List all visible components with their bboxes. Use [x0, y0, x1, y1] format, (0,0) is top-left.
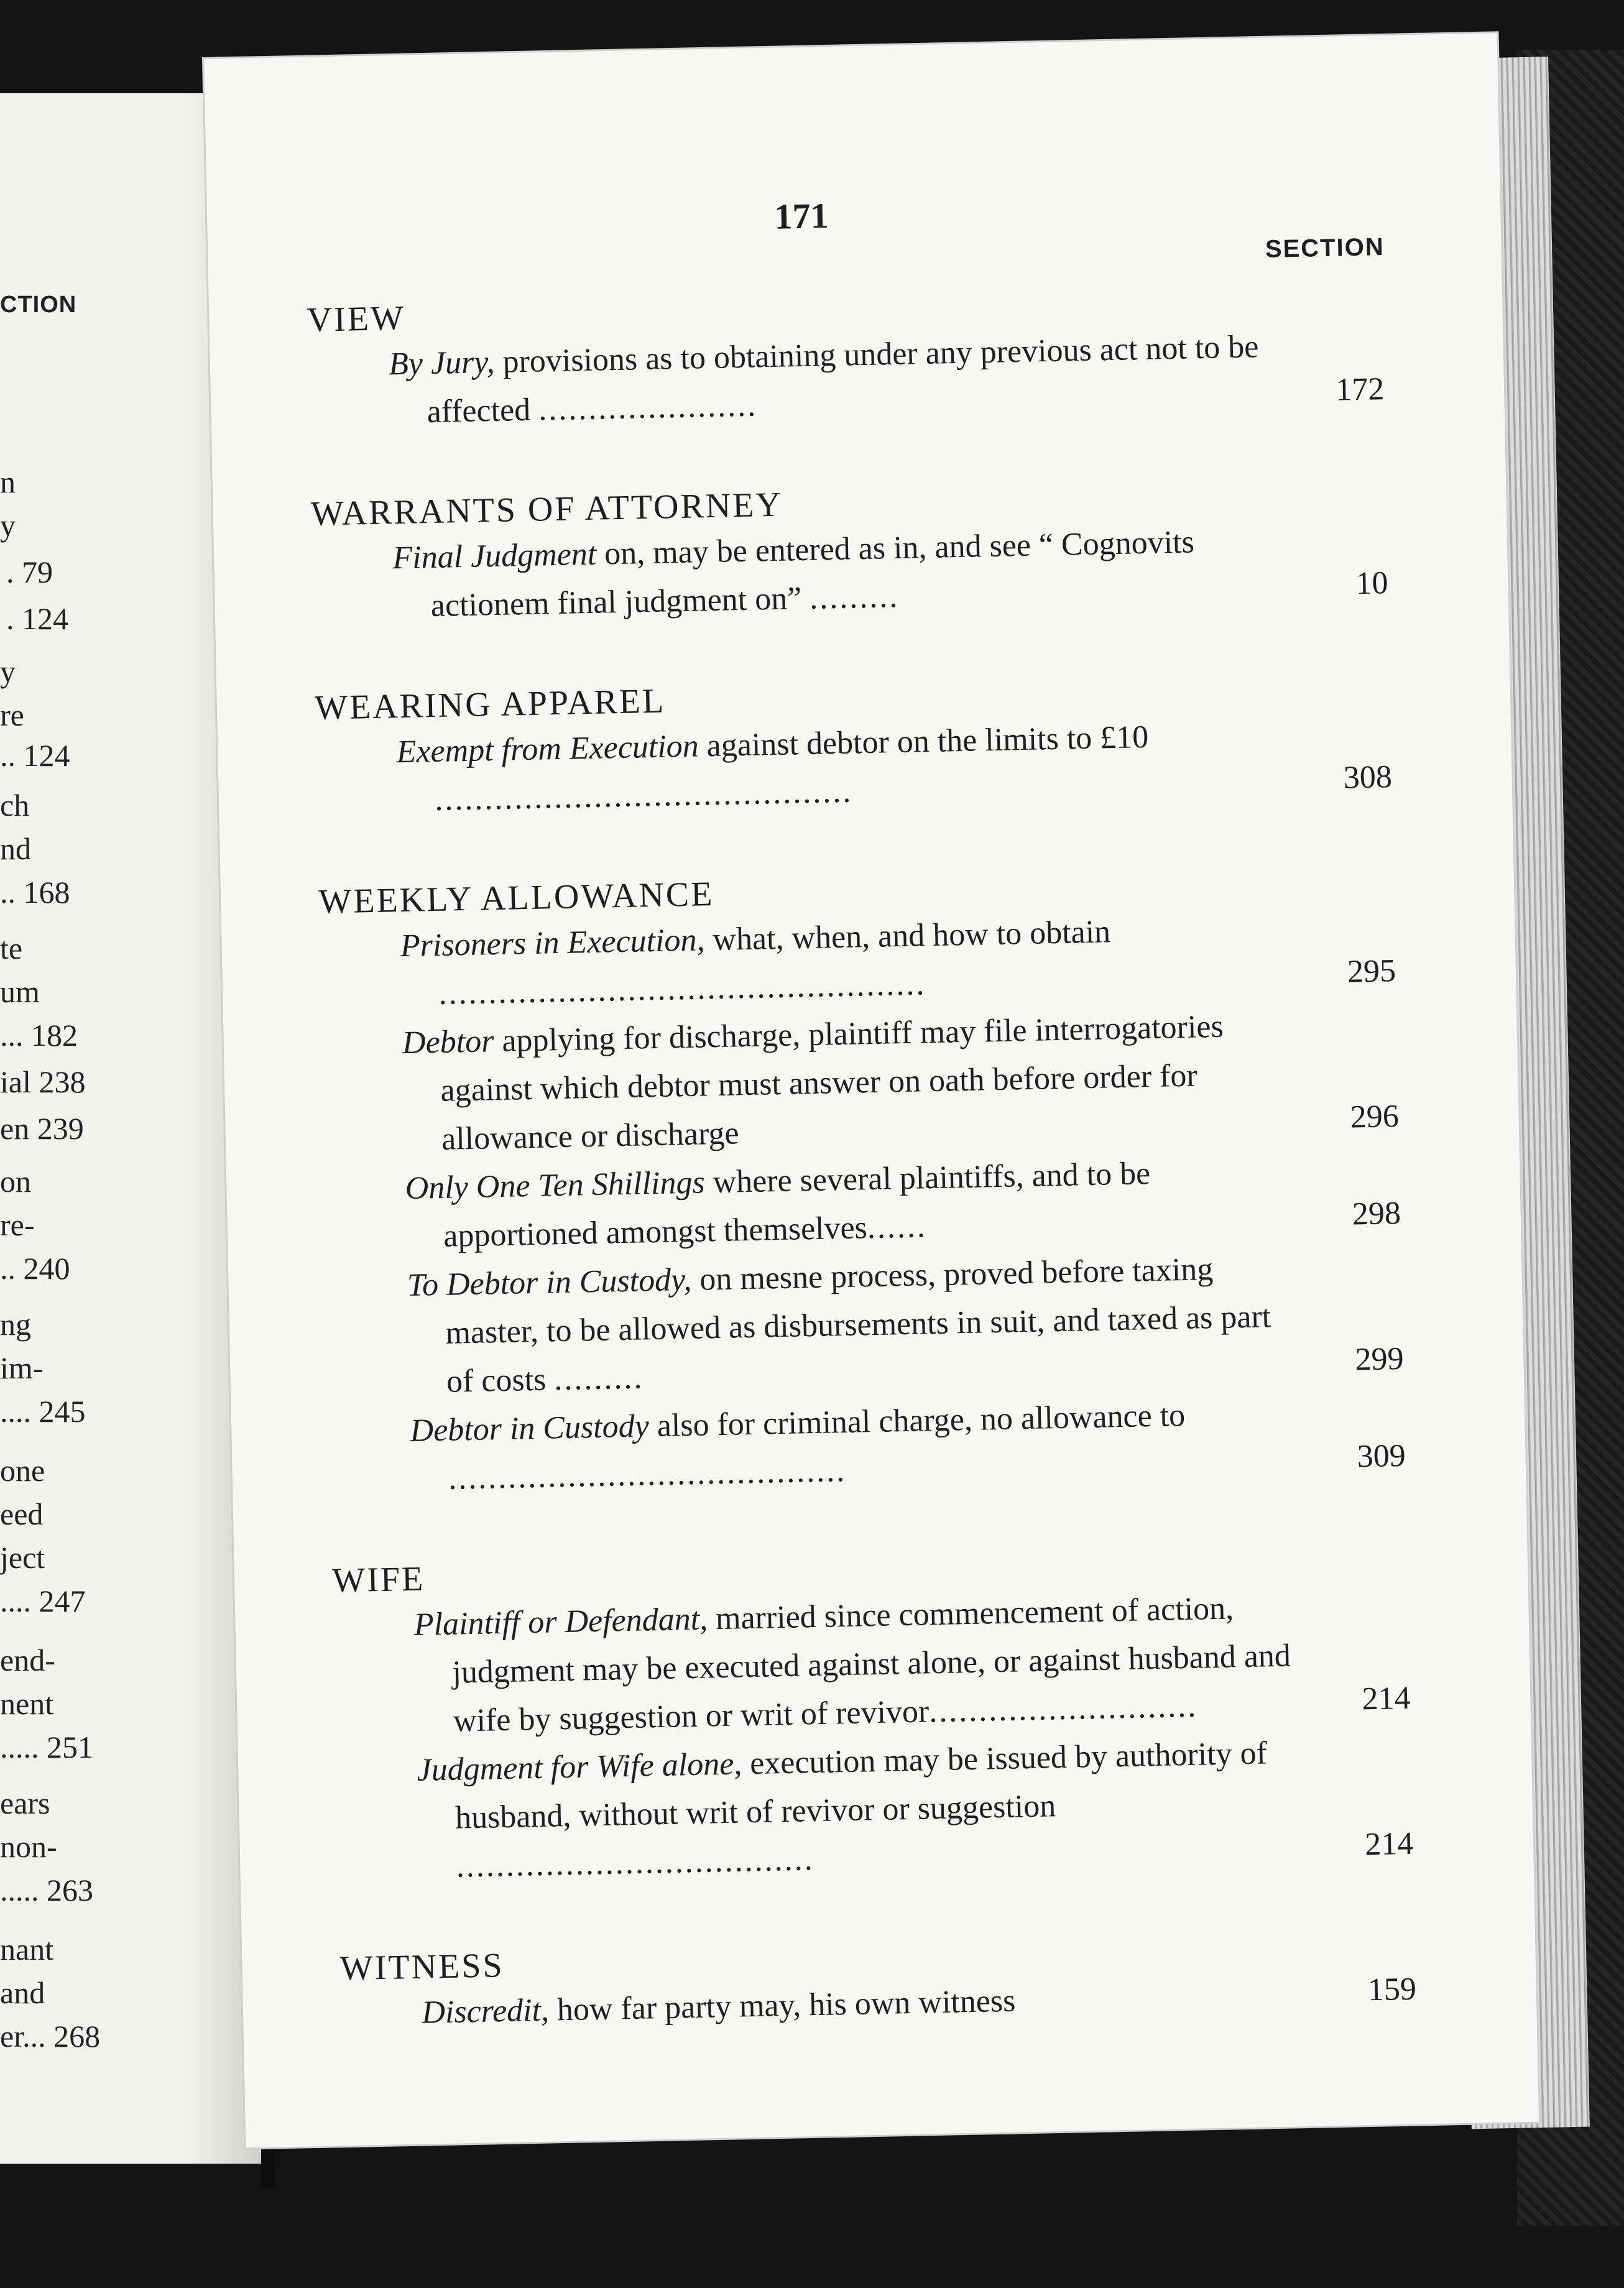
entry-heading: WEARING APPAREL — [314, 681, 666, 727]
left-page-line: .... 245 — [0, 1394, 86, 1429]
left-page-line: te — [0, 931, 23, 966]
leader-dots: ........................... — [928, 1688, 1198, 1730]
section-reference: 309 — [1357, 1437, 1406, 1475]
sub-entry-topic: Debtor in Custody — [410, 1408, 650, 1449]
sub-entry — [388, 320, 1385, 437]
entry-heading: WITNESS — [339, 1946, 505, 1988]
left-page-line: en 239 — [0, 1111, 84, 1146]
left-page-line: ch — [0, 788, 30, 823]
sub-entry-text: married since commencement of action, judgment may be executed against alone, or against husband and wife by suggestion or writ of revivor — [451, 1590, 1291, 1739]
sub-entry — [392, 514, 1389, 631]
sub-entry-topic: Judgment for Wife alone, — [416, 1746, 742, 1788]
entry-heading: WIFE — [331, 1559, 425, 1600]
left-page-line: ng — [0, 1307, 31, 1342]
sub-entry-text: where several plaintiffs, and to be apportioned amongst themselves — [443, 1156, 1151, 1254]
sub-entry — [410, 1387, 1406, 1504]
sub-entry-topic: To Debtor in Custody, — [407, 1262, 692, 1304]
sub-entry-text: on mesne process, proved before taxing master, to be allowed as disbursements in suit, and taxed as part of costs — [445, 1252, 1271, 1400]
sub-entry-topic: Plaintiff or Defendant, — [413, 1601, 708, 1643]
section-reference: 172 — [1335, 371, 1385, 408]
left-page-line: . 124 — [6, 601, 68, 636]
index-entry — [310, 471, 1388, 633]
entry-heading: VIEW — [307, 298, 406, 339]
index-entry — [315, 665, 1393, 827]
leader-dots: ...... — [867, 1209, 928, 1246]
left-page-line: one — [0, 1453, 45, 1488]
sub-entry-text: applying for discharge, plaintiff may file interrogatories against which debtor must answer on oath before order for allowance or discharge — [440, 1008, 1224, 1157]
left-page-line: eed — [0, 1497, 44, 1531]
sub-entry — [407, 1242, 1404, 1407]
left-page-line: im- — [0, 1350, 44, 1385]
left-page-line: .. 240 — [0, 1251, 70, 1286]
leader-dots: ......... — [809, 578, 900, 616]
left-page-line: end- — [0, 1643, 55, 1677]
index-entry — [307, 277, 1385, 439]
section-reference: 10 — [1355, 565, 1389, 602]
sub-entry — [402, 999, 1399, 1165]
section-reference: 214 — [1364, 1825, 1414, 1863]
left-page-line: on — [0, 1164, 31, 1199]
sub-entry-topic: Exempt from Execution — [396, 728, 699, 770]
sub-entry-text: what, when, and how to obtain — [704, 914, 1111, 958]
sub-entry — [396, 708, 1393, 825]
leader-dots: ........................................ — [448, 1452, 847, 1497]
left-page-line: non- — [0, 1829, 57, 1864]
index-entry — [318, 859, 1406, 1506]
section-reference: 159 — [1367, 1971, 1417, 2008]
sub-entry — [413, 1581, 1411, 1746]
left-page-line: nent — [0, 1686, 54, 1721]
index-entries — [307, 277, 1418, 2092]
entry-heading: WEEKLY ALLOWANCE — [318, 875, 714, 921]
sub-entry-topic: Only One Ten Shillings — [405, 1165, 706, 1207]
sub-entry-text: against debtor on the limits to £10 — [698, 719, 1149, 764]
sub-entry-topic: Final Judgment — [392, 536, 597, 576]
section-reference: 295 — [1347, 953, 1396, 990]
section-column-label: SECTION — [1265, 233, 1385, 264]
section-reference: 296 — [1350, 1098, 1400, 1135]
entry-heading: WARRANTS OF ATTORNEY — [310, 485, 783, 533]
left-page-line: um — [0, 974, 40, 1009]
left-page-line: and — [0, 1975, 45, 2010]
leader-dots: ......... — [553, 1360, 644, 1398]
section-reference: 299 — [1355, 1340, 1405, 1378]
left-page-line: .. 168 — [0, 875, 70, 910]
sub-entry-text: on, may be entered as in, and see “ Cognovits actionem final judgment on” — [430, 524, 1195, 624]
section-reference: 214 — [1361, 1680, 1411, 1717]
sub-entry-topic: Discredit, — [421, 1992, 550, 2031]
section-reference: 298 — [1352, 1195, 1401, 1232]
sub-entry-text: execution may be issued by authority of husband, without writ of revivor or suggestion — [454, 1735, 1268, 1836]
left-page-line: ial 238 — [0, 1064, 86, 1099]
left-page-line: y — [0, 654, 16, 689]
left-page-line: ..... 263 — [0, 1873, 93, 1907]
sub-entry-text: provisions as to obtaining under any previous act not to be affected — [427, 329, 1259, 430]
page-number: 171 — [773, 195, 829, 237]
index-entry — [339, 1926, 1417, 2039]
sub-entry-text: how far party may, his own witness — [548, 1983, 1016, 2028]
left-page-line: ... 182 — [0, 1018, 78, 1053]
leader-dots: ................................................. — [438, 966, 926, 1012]
sub-entry — [417, 1727, 1414, 1892]
section-reference: 308 — [1343, 759, 1393, 796]
left-page-line: .... 247 — [0, 1584, 86, 1618]
left-page-line: ears — [0, 1786, 50, 1820]
left-page-line: ..... 251 — [0, 1730, 93, 1764]
left-page-line: n — [0, 464, 16, 499]
sub-entry-text: also for criminal charge, no allowance to — [648, 1397, 1186, 1444]
left-page-line: re- — [0, 1207, 35, 1242]
left-page-line: nd — [0, 831, 31, 866]
left-page-header: CTION — [0, 292, 77, 318]
leader-dots: .......................................... — [434, 773, 853, 818]
left-page-line: ject — [0, 1540, 45, 1575]
leader-dots: .................................... — [456, 1842, 815, 1884]
left-page-line: re — [0, 698, 24, 732]
sub-entry-topic: Debtor — [402, 1023, 494, 1061]
left-page-line: y — [0, 508, 16, 543]
left-page-line: .. 124 — [0, 738, 70, 773]
sub-entry-topic: By Jury, — [388, 344, 496, 382]
left-page-line: nant — [0, 1932, 54, 1967]
sub-entry-topic: Prisoners in Execution, — [400, 922, 706, 964]
left-page-line: . 79 — [6, 555, 53, 589]
leader-dots: ...................... — [538, 387, 758, 428]
index-entry — [332, 1538, 1414, 1894]
left-page-line: er... 268 — [0, 2019, 101, 2054]
